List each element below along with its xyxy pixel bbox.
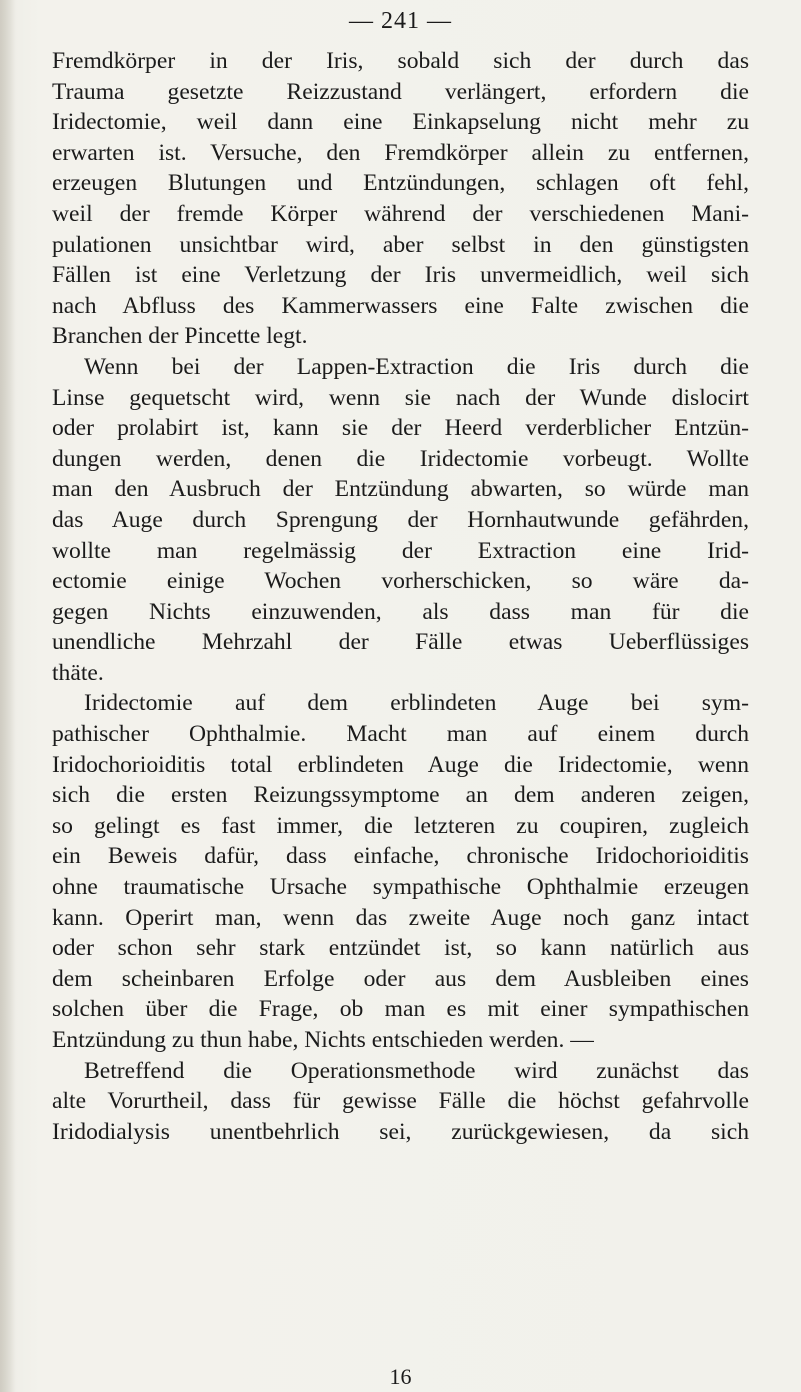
text-line: dem scheinbaren Erfolge oder aus dem Ausbleiben eines bbox=[52, 965, 749, 992]
signature-mark: 16 bbox=[389, 1364, 412, 1389]
text-line: sich die ersten Reizungssymptome an dem anderen zeigen, bbox=[52, 782, 749, 809]
text-line: Iridochorioiditis total erblindeten Auge die Iridectomie, wenn bbox=[52, 751, 749, 778]
text-line: erwarten ist. Versuche, den Fremdkörper allein zu entfernen, bbox=[52, 139, 749, 166]
text-line: kann. Operirt man, wenn das zweite Auge noch ganz intact bbox=[52, 904, 749, 931]
text-line: das Auge durch Sprengung der Hornhautwunde gefährden, bbox=[52, 506, 749, 533]
text-line: erzeugen Blutungen und Entzündungen, schlagen oft fehl, bbox=[52, 170, 749, 197]
page-spine-shadow bbox=[0, 0, 16, 1392]
text-line: man den Ausbruch der Entzündung abwarten, so würde man bbox=[52, 476, 749, 503]
text-line: thäte. bbox=[52, 659, 104, 686]
text-line: ectomie einige Wochen vorherschicken, so wäre da- bbox=[52, 568, 749, 595]
text-line: weil der fremde Körper während der verschiedenen Mani- bbox=[52, 200, 749, 227]
text-line: Trauma gesetzte Reizzustand verlängert, erfordern die bbox=[52, 78, 749, 105]
text-line: Iridectomie, weil dann eine Einkapselung nicht mehr zu bbox=[52, 109, 749, 136]
text-line: Fällen ist eine Verletzung der Iris unvermeidlich, weil sich bbox=[52, 262, 749, 289]
text-line: Wenn bei der Lappen-Extraction die Iris durch die bbox=[84, 353, 749, 380]
text-line: nach Abfluss des Kammerwassers eine Falte zwischen die bbox=[52, 292, 749, 319]
page-number: — 241 — bbox=[349, 8, 452, 34]
text-line: unendliche Mehrzahl der Fälle etwas Ueberflüssiges bbox=[52, 629, 749, 656]
text-line: Branchen der Pincette legt. bbox=[52, 323, 308, 350]
text-line: Iridectomie auf dem erblindeten Auge bei sym- bbox=[84, 690, 749, 717]
text-line: ohne traumatische Ursache sympathische Ophthalmie erzeugen bbox=[52, 874, 749, 901]
text-line: dungen werden, denen die Iridectomie vorbeugt. Wollte bbox=[52, 445, 749, 472]
text-line: ein Beweis dafür, dass einfache, chronische Iridochorioiditis bbox=[52, 843, 749, 870]
text-line: gegen Nichts einzuwenden, als dass man für die bbox=[52, 598, 749, 625]
text-line: so gelingt es fast immer, die letzteren zu coupiren, zugleich bbox=[52, 812, 749, 839]
text-line: Entzündung zu thun habe, Nichts entschieden werden. — bbox=[52, 1027, 594, 1053]
text-line: alte Vorurtheil, dass für gewisse Fälle die höchst gefahrvolle bbox=[52, 1088, 749, 1115]
text-line: Linse gequetscht wird, wenn sie nach der Wunde dislocirt bbox=[52, 384, 749, 411]
text-line: wollte man regelmässig der Extraction eine Irid- bbox=[52, 537, 749, 564]
text-line: solchen über die Frage, ob man es mit einer sympathischen bbox=[52, 996, 749, 1023]
text-line: oder schon sehr stark entzündet ist, so kann natürlich aus bbox=[52, 935, 749, 962]
text-line: pulationen unsichtbar wird, aber selbst in den günstigsten bbox=[52, 231, 749, 258]
text-line: pathischer Ophthalmie. Macht man auf einem durch bbox=[52, 721, 749, 748]
text-line: Betreffend die Operationsmethode wird zunächst das bbox=[84, 1057, 749, 1084]
text-line: Iridodialysis unentbehrlich sei, zurückgewiesen, da sich bbox=[52, 1118, 749, 1145]
body-text bbox=[52, 46, 749, 1147]
text-line: Fremdkörper in der Iris, sobald sich der durch das bbox=[52, 48, 749, 74]
text-line: oder prolabirt ist, kann sie der Heerd verderblicher Entzün- bbox=[52, 415, 749, 442]
